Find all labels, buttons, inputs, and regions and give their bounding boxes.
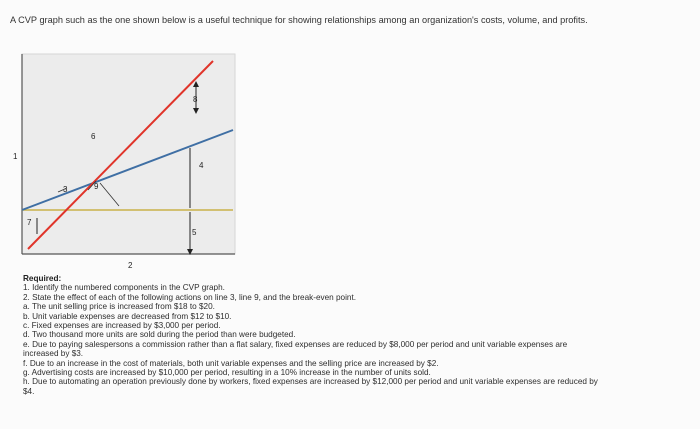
graph-label-3: 3 (63, 185, 68, 194)
graph-label-1: 1 (13, 152, 18, 161)
graph-label-6: 6 (91, 132, 96, 141)
required-item: h. Due to automating an operation previously done by workers, fixed expenses are increased by $12,000 per period and unit variable expenses are reduced by $4. (23, 377, 598, 396)
cvp-graph-svg (0, 48, 270, 276)
required-item: b. Unit variable expenses are decreased from $12 to $10. (23, 311, 232, 321)
graph-label-7: 7 (27, 218, 32, 227)
graph-label-8: 8 (193, 95, 198, 104)
required-item: g. Advertising costs are increased by $10,000 per period, resulting in a 10% increase in the number of units sold. (23, 368, 431, 378)
required-item: a. The unit selling price is increased from $18 to $20. (23, 302, 215, 312)
required-item: 1. Identify the numbered components in the CVP graph. (23, 283, 225, 293)
required-section (23, 274, 603, 396)
graph-label-5: 5 (192, 228, 197, 237)
cvp-graph (0, 48, 270, 276)
intro-text: A CVP graph such as the one shown below is a useful technique for showing relationships among an organization's costs, volume, and profits. (10, 15, 588, 25)
required-item: c. Fixed expenses are increased by $3,000 per period. (23, 321, 221, 331)
required-item: 2. State the effect of each of the following actions on line 3, line 9, and the break-even point. (23, 292, 357, 302)
required-item: d. Two thousand more units are sold during the period than were budgeted. (23, 330, 296, 340)
required-heading: Required: (23, 274, 62, 283)
required-item: e. Due to paying salespersons a commission rather than a flat salary, fixed expenses are reduced by $8,000 per period and unit variable expenses are increased by $3. (23, 339, 568, 359)
graph-label-9: 9 (94, 182, 99, 191)
required-item: f. Due to an increase in the cost of materials, both unit variable expenses and the selling price are increased by $2. (23, 358, 439, 368)
graph-label-2: 2 (128, 261, 133, 270)
graph-label-4: 4 (199, 161, 204, 170)
